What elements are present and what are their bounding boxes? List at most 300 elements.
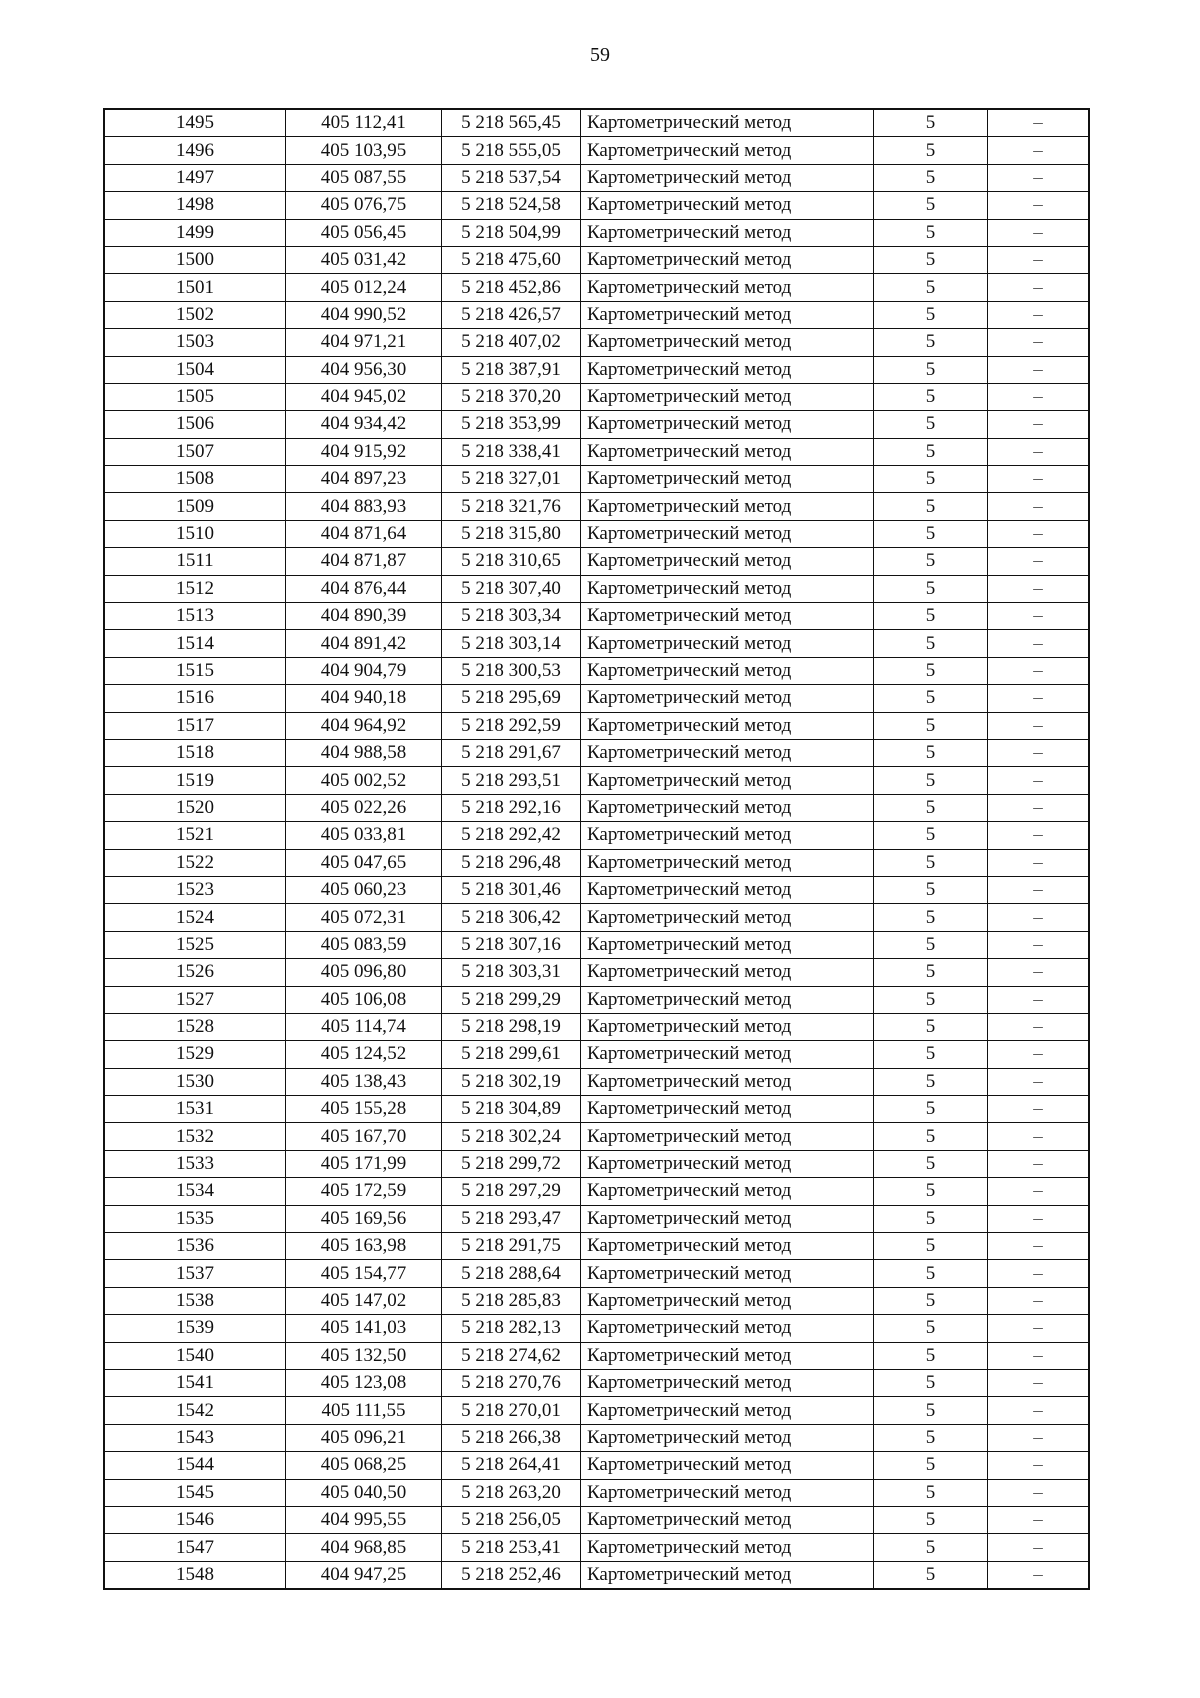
y-coordinate-cell: 5 218 299,61	[442, 1041, 581, 1068]
table-row	[104, 657, 1089, 684]
y-coordinate-cell: 5 218 327,01	[442, 466, 581, 493]
description-cell: –	[988, 1287, 1090, 1314]
description-cell: –	[988, 329, 1090, 356]
description-cell: –	[988, 520, 1090, 547]
y-coordinate-cell: 5 218 288,64	[442, 1260, 581, 1287]
table-row	[104, 109, 1089, 137]
point-number-cell: 1503	[104, 329, 286, 356]
table-row	[104, 246, 1089, 273]
x-coordinate-cell: 405 106,08	[286, 986, 442, 1013]
description-cell: –	[988, 657, 1090, 684]
method-cell: Картометрический метод	[581, 466, 874, 493]
description-cell: –	[988, 904, 1090, 931]
accuracy-cell: 5	[874, 849, 988, 876]
x-coordinate-cell: 405 147,02	[286, 1287, 442, 1314]
y-coordinate-cell: 5 218 292,59	[442, 712, 581, 739]
x-coordinate-cell: 404 990,52	[286, 301, 442, 328]
point-number-cell: 1535	[104, 1205, 286, 1232]
method-cell: Картометрический метод	[581, 520, 874, 547]
table-row	[104, 438, 1089, 465]
point-number-cell: 1512	[104, 575, 286, 602]
y-coordinate-cell: 5 218 253,41	[442, 1534, 581, 1561]
accuracy-cell: 5	[874, 1424, 988, 1451]
table-row	[104, 849, 1089, 876]
accuracy-cell: 5	[874, 1068, 988, 1095]
y-coordinate-cell: 5 218 555,05	[442, 137, 581, 164]
point-number-cell: 1537	[104, 1260, 286, 1287]
y-coordinate-cell: 5 218 565,45	[442, 109, 581, 137]
point-number-cell: 1498	[104, 192, 286, 219]
accuracy-cell: 5	[874, 630, 988, 657]
table-row	[104, 192, 1089, 219]
description-cell: –	[988, 219, 1090, 246]
description-cell: –	[988, 1369, 1090, 1396]
method-cell: Картометрический метод	[581, 1452, 874, 1479]
y-coordinate-cell: 5 218 338,41	[442, 438, 581, 465]
table-row	[104, 1342, 1089, 1369]
table-row	[104, 137, 1089, 164]
point-number-cell: 1519	[104, 767, 286, 794]
coordinates-table	[103, 108, 1090, 1590]
method-cell: Картометрический метод	[581, 219, 874, 246]
description-cell: –	[988, 575, 1090, 602]
table-row	[104, 301, 1089, 328]
point-number-cell: 1501	[104, 274, 286, 301]
table-row	[104, 1506, 1089, 1533]
method-cell: Картометрический метод	[581, 1534, 874, 1561]
y-coordinate-cell: 5 218 299,29	[442, 986, 581, 1013]
accuracy-cell: 5	[874, 986, 988, 1013]
y-coordinate-cell: 5 218 321,76	[442, 493, 581, 520]
description-cell: –	[988, 603, 1090, 630]
table-row	[104, 493, 1089, 520]
point-number-cell: 1521	[104, 822, 286, 849]
table-row	[104, 411, 1089, 438]
point-number-cell: 1538	[104, 1287, 286, 1314]
method-cell: Картометрический метод	[581, 657, 874, 684]
accuracy-cell: 5	[874, 356, 988, 383]
table-row	[104, 1260, 1089, 1287]
x-coordinate-cell: 404 964,92	[286, 712, 442, 739]
table-row	[104, 1452, 1089, 1479]
y-coordinate-cell: 5 218 302,19	[442, 1068, 581, 1095]
y-coordinate-cell: 5 218 266,38	[442, 1424, 581, 1451]
method-cell: Картометрический метод	[581, 246, 874, 273]
y-coordinate-cell: 5 218 264,41	[442, 1452, 581, 1479]
table-row	[104, 1178, 1089, 1205]
accuracy-cell: 5	[874, 164, 988, 191]
method-cell: Картометрический метод	[581, 575, 874, 602]
accuracy-cell: 5	[874, 931, 988, 958]
y-coordinate-cell: 5 218 256,05	[442, 1506, 581, 1533]
y-coordinate-cell: 5 218 407,02	[442, 329, 581, 356]
y-coordinate-cell: 5 218 303,34	[442, 603, 581, 630]
y-coordinate-cell: 5 218 292,42	[442, 822, 581, 849]
x-coordinate-cell: 405 060,23	[286, 876, 442, 903]
point-number-cell: 1546	[104, 1506, 286, 1533]
accuracy-cell: 5	[874, 1123, 988, 1150]
table-row	[104, 164, 1089, 191]
table-row	[104, 876, 1089, 903]
table-row	[104, 356, 1089, 383]
method-cell: Картометрический метод	[581, 383, 874, 410]
method-cell: Картометрический метод	[581, 1479, 874, 1506]
accuracy-cell: 5	[874, 876, 988, 903]
x-coordinate-cell: 405 031,42	[286, 246, 442, 273]
accuracy-cell: 5	[874, 246, 988, 273]
accuracy-cell: 5	[874, 1150, 988, 1177]
y-coordinate-cell: 5 218 292,16	[442, 794, 581, 821]
accuracy-cell: 5	[874, 1233, 988, 1260]
method-cell: Картометрический метод	[581, 849, 874, 876]
method-cell: Картометрический метод	[581, 1369, 874, 1396]
x-coordinate-cell: 405 068,25	[286, 1452, 442, 1479]
accuracy-cell: 5	[874, 1287, 988, 1314]
description-cell: –	[988, 383, 1090, 410]
table-row	[104, 383, 1089, 410]
accuracy-cell: 5	[874, 219, 988, 246]
x-coordinate-cell: 404 988,58	[286, 739, 442, 766]
method-cell: Картометрический метод	[581, 1205, 874, 1232]
point-number-cell: 1514	[104, 630, 286, 657]
point-number-cell: 1543	[104, 1424, 286, 1451]
point-number-cell: 1507	[104, 438, 286, 465]
accuracy-cell: 5	[874, 1041, 988, 1068]
point-number-cell: 1504	[104, 356, 286, 383]
point-number-cell: 1515	[104, 657, 286, 684]
point-number-cell: 1526	[104, 959, 286, 986]
method-cell: Картометрический метод	[581, 1342, 874, 1369]
y-coordinate-cell: 5 218 303,31	[442, 959, 581, 986]
point-number-cell: 1505	[104, 383, 286, 410]
method-cell: Картометрический метод	[581, 1561, 874, 1589]
description-cell: –	[988, 1233, 1090, 1260]
x-coordinate-cell: 405 124,52	[286, 1041, 442, 1068]
x-coordinate-cell: 405 103,95	[286, 137, 442, 164]
x-coordinate-cell: 405 111,55	[286, 1397, 442, 1424]
x-coordinate-cell: 404 890,39	[286, 603, 442, 630]
x-coordinate-cell: 405 155,28	[286, 1096, 442, 1123]
method-cell: Картометрический метод	[581, 356, 874, 383]
x-coordinate-cell: 404 883,93	[286, 493, 442, 520]
x-coordinate-cell: 405 171,99	[286, 1150, 442, 1177]
table-row	[104, 1287, 1089, 1314]
x-coordinate-cell: 405 163,98	[286, 1233, 442, 1260]
x-coordinate-cell: 405 056,45	[286, 219, 442, 246]
table-row	[104, 767, 1089, 794]
accuracy-cell: 5	[874, 1452, 988, 1479]
y-coordinate-cell: 5 218 252,46	[442, 1561, 581, 1589]
method-cell: Картометрический метод	[581, 876, 874, 903]
y-coordinate-cell: 5 218 307,16	[442, 931, 581, 958]
y-coordinate-cell: 5 218 295,69	[442, 685, 581, 712]
x-coordinate-cell: 404 971,21	[286, 329, 442, 356]
method-cell: Картометрический метод	[581, 301, 874, 328]
description-cell: –	[988, 1452, 1090, 1479]
description-cell: –	[988, 1205, 1090, 1232]
x-coordinate-cell: 404 897,23	[286, 466, 442, 493]
description-cell: –	[988, 1534, 1090, 1561]
description-cell: –	[988, 1342, 1090, 1369]
point-number-cell: 1510	[104, 520, 286, 547]
y-coordinate-cell: 5 218 452,86	[442, 274, 581, 301]
y-coordinate-cell: 5 218 307,40	[442, 575, 581, 602]
y-coordinate-cell: 5 218 304,89	[442, 1096, 581, 1123]
accuracy-cell: 5	[874, 1561, 988, 1589]
point-number-cell: 1511	[104, 548, 286, 575]
point-number-cell: 1500	[104, 246, 286, 273]
accuracy-cell: 5	[874, 959, 988, 986]
description-cell: –	[988, 685, 1090, 712]
table-row	[104, 630, 1089, 657]
point-number-cell: 1518	[104, 739, 286, 766]
description-cell: –	[988, 356, 1090, 383]
table-row	[104, 1479, 1089, 1506]
accuracy-cell: 5	[874, 301, 988, 328]
x-coordinate-cell: 404 904,79	[286, 657, 442, 684]
y-coordinate-cell: 5 218 291,75	[442, 1233, 581, 1260]
method-cell: Картометрический метод	[581, 959, 874, 986]
accuracy-cell: 5	[874, 712, 988, 739]
x-coordinate-cell: 404 915,92	[286, 438, 442, 465]
table-row	[104, 959, 1089, 986]
y-coordinate-cell: 5 218 270,76	[442, 1369, 581, 1396]
table-row	[104, 219, 1089, 246]
y-coordinate-cell: 5 218 282,13	[442, 1315, 581, 1342]
description-cell: –	[988, 986, 1090, 1013]
point-number-cell: 1517	[104, 712, 286, 739]
method-cell: Картометрический метод	[581, 767, 874, 794]
accuracy-cell: 5	[874, 1506, 988, 1533]
y-coordinate-cell: 5 218 293,47	[442, 1205, 581, 1232]
description-cell: –	[988, 493, 1090, 520]
y-coordinate-cell: 5 218 426,57	[442, 301, 581, 328]
method-cell: Картометрический метод	[581, 192, 874, 219]
table-row	[104, 1205, 1089, 1232]
point-number-cell: 1506	[104, 411, 286, 438]
x-coordinate-cell: 404 934,42	[286, 411, 442, 438]
description-cell: –	[988, 1479, 1090, 1506]
description-cell: –	[988, 246, 1090, 273]
point-number-cell: 1520	[104, 794, 286, 821]
accuracy-cell: 5	[874, 767, 988, 794]
table-row	[104, 1013, 1089, 1040]
method-cell: Картометрический метод	[581, 493, 874, 520]
point-number-cell: 1533	[104, 1150, 286, 1177]
method-cell: Картометрический метод	[581, 1041, 874, 1068]
y-coordinate-cell: 5 218 293,51	[442, 767, 581, 794]
accuracy-cell: 5	[874, 1342, 988, 1369]
y-coordinate-cell: 5 218 387,91	[442, 356, 581, 383]
point-number-cell: 1508	[104, 466, 286, 493]
x-coordinate-cell: 404 871,87	[286, 548, 442, 575]
x-coordinate-cell: 404 947,25	[286, 1561, 442, 1589]
method-cell: Картометрический метод	[581, 1287, 874, 1314]
x-coordinate-cell: 404 945,02	[286, 383, 442, 410]
point-number-cell: 1523	[104, 876, 286, 903]
y-coordinate-cell: 5 218 270,01	[442, 1397, 581, 1424]
y-coordinate-cell: 5 218 299,72	[442, 1150, 581, 1177]
description-cell: –	[988, 1150, 1090, 1177]
method-cell: Картометрический метод	[581, 685, 874, 712]
description-cell: –	[988, 876, 1090, 903]
y-coordinate-cell: 5 218 310,65	[442, 548, 581, 575]
accuracy-cell: 5	[874, 603, 988, 630]
description-cell: –	[988, 959, 1090, 986]
description-cell: –	[988, 739, 1090, 766]
description-cell: –	[988, 1096, 1090, 1123]
point-number-cell: 1496	[104, 137, 286, 164]
description-cell: –	[988, 192, 1090, 219]
table-row	[104, 1315, 1089, 1342]
x-coordinate-cell: 405 047,65	[286, 849, 442, 876]
x-coordinate-cell: 404 940,18	[286, 685, 442, 712]
method-cell: Картометрический метод	[581, 630, 874, 657]
y-coordinate-cell: 5 218 353,99	[442, 411, 581, 438]
accuracy-cell: 5	[874, 1479, 988, 1506]
accuracy-cell: 5	[874, 329, 988, 356]
method-cell: Картометрический метод	[581, 274, 874, 301]
description-cell: –	[988, 109, 1090, 137]
table-row	[104, 1068, 1089, 1095]
table-row	[104, 466, 1089, 493]
y-coordinate-cell: 5 218 298,19	[442, 1013, 581, 1040]
method-cell: Картометрический метод	[581, 904, 874, 931]
accuracy-cell: 5	[874, 1205, 988, 1232]
description-cell: –	[988, 164, 1090, 191]
point-number-cell: 1495	[104, 109, 286, 137]
table-row	[104, 1041, 1089, 1068]
x-coordinate-cell: 405 169,56	[286, 1205, 442, 1232]
table-row	[104, 1424, 1089, 1451]
y-coordinate-cell: 5 218 306,42	[442, 904, 581, 931]
x-coordinate-cell: 405 132,50	[286, 1342, 442, 1369]
method-cell: Картометрический метод	[581, 1506, 874, 1533]
accuracy-cell: 5	[874, 274, 988, 301]
method-cell: Картометрический метод	[581, 548, 874, 575]
x-coordinate-cell: 405 033,81	[286, 822, 442, 849]
x-coordinate-cell: 404 891,42	[286, 630, 442, 657]
description-cell: –	[988, 1068, 1090, 1095]
accuracy-cell: 5	[874, 657, 988, 684]
description-cell: –	[988, 1561, 1090, 1589]
y-coordinate-cell: 5 218 291,67	[442, 739, 581, 766]
x-coordinate-cell: 405 096,21	[286, 1424, 442, 1451]
x-coordinate-cell: 405 040,50	[286, 1479, 442, 1506]
method-cell: Картометрический метод	[581, 1013, 874, 1040]
description-cell: –	[988, 794, 1090, 821]
x-coordinate-cell: 404 956,30	[286, 356, 442, 383]
point-number-cell: 1539	[104, 1315, 286, 1342]
description-cell: –	[988, 822, 1090, 849]
point-number-cell: 1531	[104, 1096, 286, 1123]
point-number-cell: 1499	[104, 219, 286, 246]
accuracy-cell: 5	[874, 1369, 988, 1396]
point-number-cell: 1548	[104, 1561, 286, 1589]
method-cell: Картометрический метод	[581, 1260, 874, 1287]
method-cell: Картометрический метод	[581, 109, 874, 137]
description-cell: –	[988, 438, 1090, 465]
accuracy-cell: 5	[874, 1534, 988, 1561]
x-coordinate-cell: 405 087,55	[286, 164, 442, 191]
description-cell: –	[988, 1506, 1090, 1533]
method-cell: Картометрический метод	[581, 164, 874, 191]
x-coordinate-cell: 405 123,08	[286, 1369, 442, 1396]
x-coordinate-cell: 404 995,55	[286, 1506, 442, 1533]
y-coordinate-cell: 5 218 537,54	[442, 164, 581, 191]
point-number-cell: 1527	[104, 986, 286, 1013]
x-coordinate-cell: 405 167,70	[286, 1123, 442, 1150]
x-coordinate-cell: 405 022,26	[286, 794, 442, 821]
table-row	[104, 274, 1089, 301]
method-cell: Картометрический метод	[581, 1397, 874, 1424]
x-coordinate-cell: 405 072,31	[286, 904, 442, 931]
x-coordinate-cell: 405 112,41	[286, 109, 442, 137]
point-number-cell: 1509	[104, 493, 286, 520]
description-cell: –	[988, 767, 1090, 794]
table-row	[104, 904, 1089, 931]
method-cell: Картометрический метод	[581, 1123, 874, 1150]
accuracy-cell: 5	[874, 192, 988, 219]
method-cell: Картометрический метод	[581, 1150, 874, 1177]
description-cell: –	[988, 548, 1090, 575]
table-row	[104, 548, 1089, 575]
x-coordinate-cell: 405 083,59	[286, 931, 442, 958]
x-coordinate-cell: 405 002,52	[286, 767, 442, 794]
y-coordinate-cell: 5 218 300,53	[442, 657, 581, 684]
point-number-cell: 1536	[104, 1233, 286, 1260]
accuracy-cell: 5	[874, 1178, 988, 1205]
point-number-cell: 1541	[104, 1369, 286, 1396]
point-number-cell: 1529	[104, 1041, 286, 1068]
accuracy-cell: 5	[874, 466, 988, 493]
x-coordinate-cell: 404 871,64	[286, 520, 442, 547]
table-row	[104, 520, 1089, 547]
description-cell: –	[988, 712, 1090, 739]
description-cell: –	[988, 931, 1090, 958]
y-coordinate-cell: 5 218 524,58	[442, 192, 581, 219]
method-cell: Картометрический метод	[581, 822, 874, 849]
point-number-cell: 1525	[104, 931, 286, 958]
y-coordinate-cell: 5 218 315,80	[442, 520, 581, 547]
point-number-cell: 1513	[104, 603, 286, 630]
point-number-cell: 1547	[104, 1534, 286, 1561]
y-coordinate-cell: 5 218 302,24	[442, 1123, 581, 1150]
table-row	[104, 1561, 1089, 1589]
description-cell: –	[988, 630, 1090, 657]
method-cell: Картометрический метод	[581, 411, 874, 438]
x-coordinate-cell: 405 172,59	[286, 1178, 442, 1205]
method-cell: Картометрический метод	[581, 329, 874, 356]
point-number-cell: 1540	[104, 1342, 286, 1369]
accuracy-cell: 5	[874, 1315, 988, 1342]
method-cell: Картометрический метод	[581, 1178, 874, 1205]
description-cell: –	[988, 1013, 1090, 1040]
method-cell: Картометрический метод	[581, 931, 874, 958]
method-cell: Картометрический метод	[581, 739, 874, 766]
y-coordinate-cell: 5 218 475,60	[442, 246, 581, 273]
accuracy-cell: 5	[874, 548, 988, 575]
accuracy-cell: 5	[874, 739, 988, 766]
table-row	[104, 986, 1089, 1013]
table-row	[104, 1150, 1089, 1177]
table-row	[104, 1123, 1089, 1150]
y-coordinate-cell: 5 218 370,20	[442, 383, 581, 410]
x-coordinate-cell: 405 141,03	[286, 1315, 442, 1342]
table-row	[104, 822, 1089, 849]
point-number-cell: 1502	[104, 301, 286, 328]
method-cell: Картометрический метод	[581, 1068, 874, 1095]
